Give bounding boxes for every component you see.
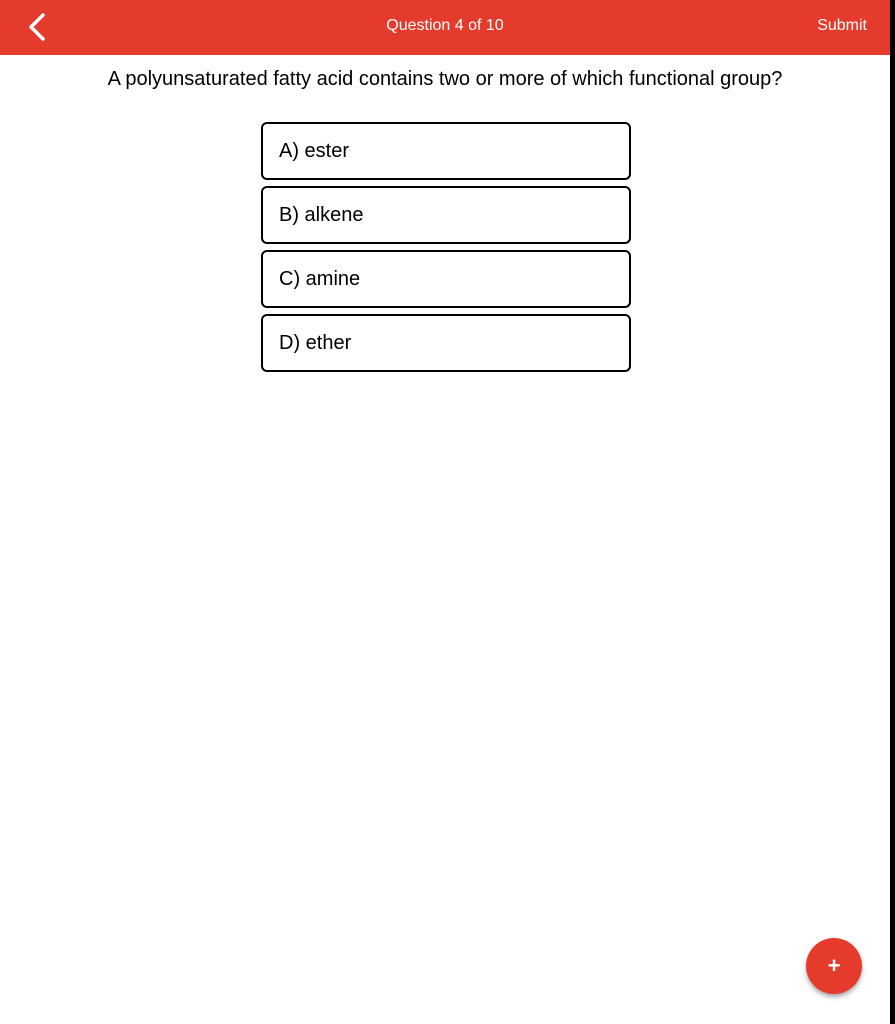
submit-button[interactable]: Submit — [817, 17, 867, 34]
option-b-button[interactable] — [261, 186, 631, 244]
header-bar — [0, 0, 890, 55]
option-c-button[interactable] — [261, 250, 631, 308]
option-label: B) alkene — [279, 203, 364, 226]
option-label: D) ether — [279, 331, 352, 354]
option-d-button[interactable] — [261, 314, 631, 372]
answer-options — [261, 122, 631, 378]
question-counter: Question 4 of 10 — [386, 17, 504, 34]
option-label: A) ester — [279, 139, 350, 162]
question-text: A polyunsaturated fatty acid contains two or more of which functional group? — [107, 68, 783, 90]
plus-icon: + — [827, 953, 841, 978]
option-label: C) amine — [279, 267, 361, 290]
add-button[interactable] — [806, 938, 862, 994]
option-a-button[interactable] — [261, 122, 631, 180]
